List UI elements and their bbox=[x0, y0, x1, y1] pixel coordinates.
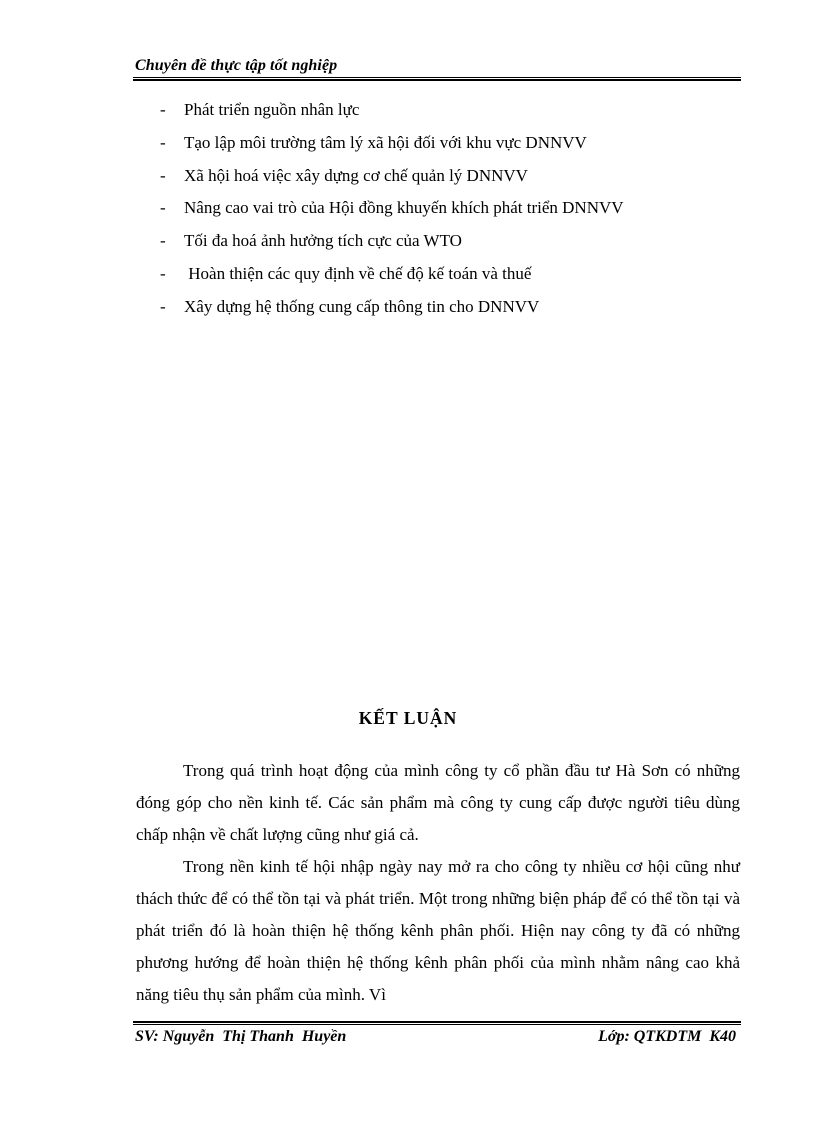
list-item bbox=[160, 97, 624, 130]
list-item bbox=[160, 130, 624, 163]
footer-class: Lớp: QTKDTM K40 bbox=[598, 1028, 736, 1045]
paragraph: Trong nền kinh tế hội nhập ngày nay mở ra cho công ty nhiều cơ hội cũng như thách thức để có thể tồn tại và phát triển. Một trong những biện pháp để có thể tồn tại và phát triển đó là hoàn thiện hệ thống kênh phân phối. Hiện nay công ty đã có những phương hướng để hoàn thiện hệ thống kênh phân phối của mình nhằm nâng cao khả năng tiêu thụ sản phẩm của mình. Vì bbox=[136, 857, 740, 1004]
bullet-marker: - bbox=[160, 165, 166, 185]
list-item bbox=[160, 195, 624, 228]
list-item bbox=[160, 228, 624, 261]
bullet-marker: - bbox=[160, 132, 166, 152]
bullet-marker: - bbox=[160, 263, 166, 283]
header-divider bbox=[133, 77, 741, 81]
conclusion-body bbox=[136, 755, 740, 1011]
list-item-text: Xã hội hoá việc xây dựng cơ chế quản lý DNNVV bbox=[184, 165, 528, 185]
footer-divider bbox=[133, 1021, 741, 1025]
conclusion-heading: KẾT LUẬN bbox=[358, 708, 458, 728]
bullet-marker: - bbox=[160, 296, 166, 316]
bullet-marker: - bbox=[160, 231, 166, 251]
list-item-text: Phát triển nguồn nhân lực bbox=[184, 100, 360, 119]
list-item-text: Nâng cao vai trò của Hội đồng khuyến khích phát triển DNNVV bbox=[184, 198, 624, 218]
list-item bbox=[160, 294, 624, 327]
list-item-text: Tối đa hoá ảnh hưởng tích cực của WTO bbox=[184, 231, 462, 251]
list-item bbox=[160, 261, 624, 294]
list-item-text: Xây dựng hệ thống cung cấp thông tin cho DNNVV bbox=[184, 296, 540, 316]
list-item bbox=[160, 163, 624, 196]
page-header-title: Chuyên đề thực tập tốt nghiệp bbox=[135, 57, 338, 74]
paragraph: Trong quá trình hoạt động của mình công ty cổ phần đầu tư Hà Sơn có những đóng góp cho nền kinh tế. Các sản phẩm mà công ty cung cấp được người tiêu dùng chấp nhận về chất lượng cũng như giá cả. bbox=[136, 761, 740, 844]
list-item-text: Tạo lập môi trường tâm lý xã hội đối với khu vực DNNVV bbox=[184, 132, 587, 152]
bullet-marker: - bbox=[160, 100, 166, 119]
bullet-marker: - bbox=[160, 198, 166, 218]
bullet-list bbox=[160, 97, 624, 327]
footer-student-name: SV: Nguyễn Thị Thanh Huyền bbox=[135, 1028, 347, 1045]
list-item-text: Hoàn thiện các quy định về chế độ kế toán và thuế bbox=[184, 263, 532, 283]
